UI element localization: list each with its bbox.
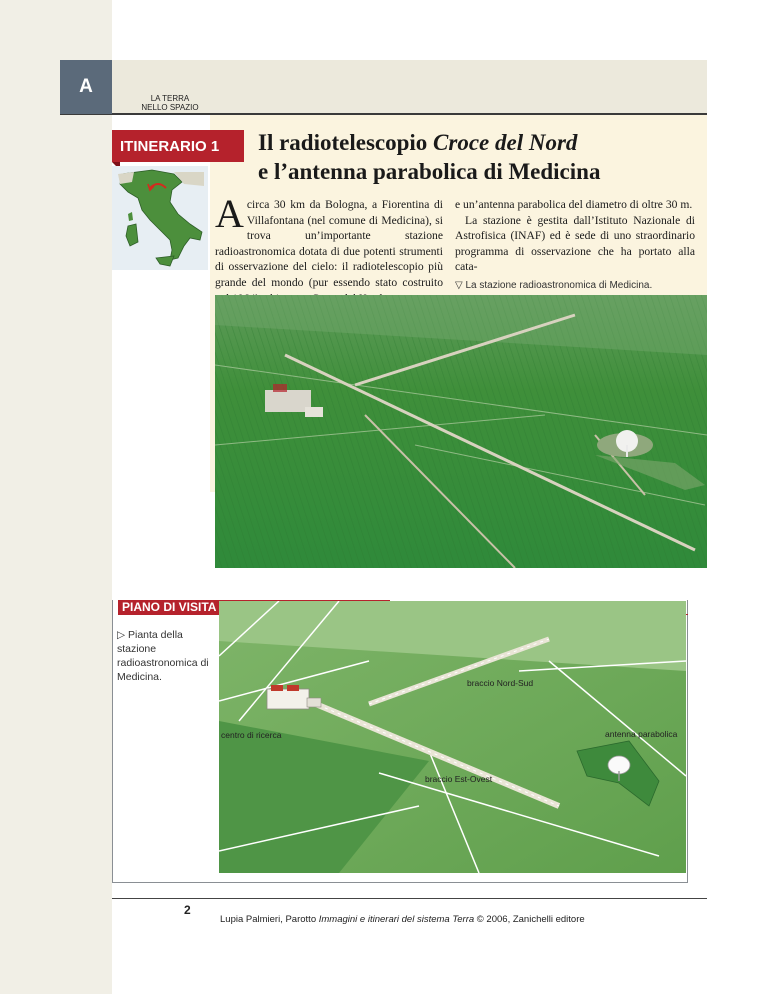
footer-credit (220, 914, 585, 925)
visit-plan-label: PIANO DI VISITA (118, 600, 390, 615)
title-name: Croce del Nord (433, 130, 578, 155)
site-plan-illustration (219, 601, 686, 873)
label-east-west: braccio Est-Ovest (425, 774, 493, 784)
page-number: 2 (184, 903, 191, 917)
section-label (140, 94, 200, 112)
body-column-1 (215, 191, 443, 306)
italy-map-icon (112, 166, 208, 270)
section-label-line1: LA TERRA (150, 94, 190, 103)
section-label-line2: NELLO SPAZIO (141, 103, 199, 112)
plan-caption: ▷ Pianta della stazione radioastronomica di Medicina. (117, 629, 209, 683)
body-text-1: circa 30 km da Bologna, a Fiorentina di Villafontana (nel comune di Medicina), si trova un’importante stazione radioastronomica dotata di due potenti strumenti di osservazione del cielo: il radiotelescopio più grande del mondo (pur essendo stato costruito (215, 198, 443, 289)
page-title (258, 128, 698, 186)
body-column-2 (455, 197, 695, 275)
chapter-tab: A (60, 60, 112, 114)
body-text-2b: La stazione è gestita dall’Istituto Nazionale di Astrofisica (INAF) ed è sede di uno straordinario programma di osservazione che ha portato alla cata- (455, 213, 695, 274)
label-north-south: braccio Nord-Sud (467, 678, 534, 688)
credit-authors: Lupia Palmieri, Parotto (220, 914, 319, 925)
title-part1: Il radiotelescopio (258, 130, 434, 155)
label-antenna: antenna parabolica (605, 729, 678, 739)
title-part2: e l’antenna parabolica di Medicina (258, 159, 601, 184)
itinerary-label: ITINERARIO 1 (112, 130, 244, 162)
photo-caption: ▽ La stazione radioastronomica di Medicina. (455, 280, 653, 291)
drop-cap: A (215, 191, 244, 236)
aerial-photo (215, 295, 707, 568)
label-research-center: centro di ricerca (221, 730, 282, 740)
credit-book-title: Immagini e itinerari del sistema Terra (318, 914, 475, 925)
credit-publisher: © 2006, Zanichelli editore (474, 914, 585, 925)
footer-rule (112, 898, 707, 899)
body-text-2a: e un’antenna parabolica del diametro di oltre 30 m. (455, 198, 693, 211)
left-margin-strip (0, 0, 112, 994)
